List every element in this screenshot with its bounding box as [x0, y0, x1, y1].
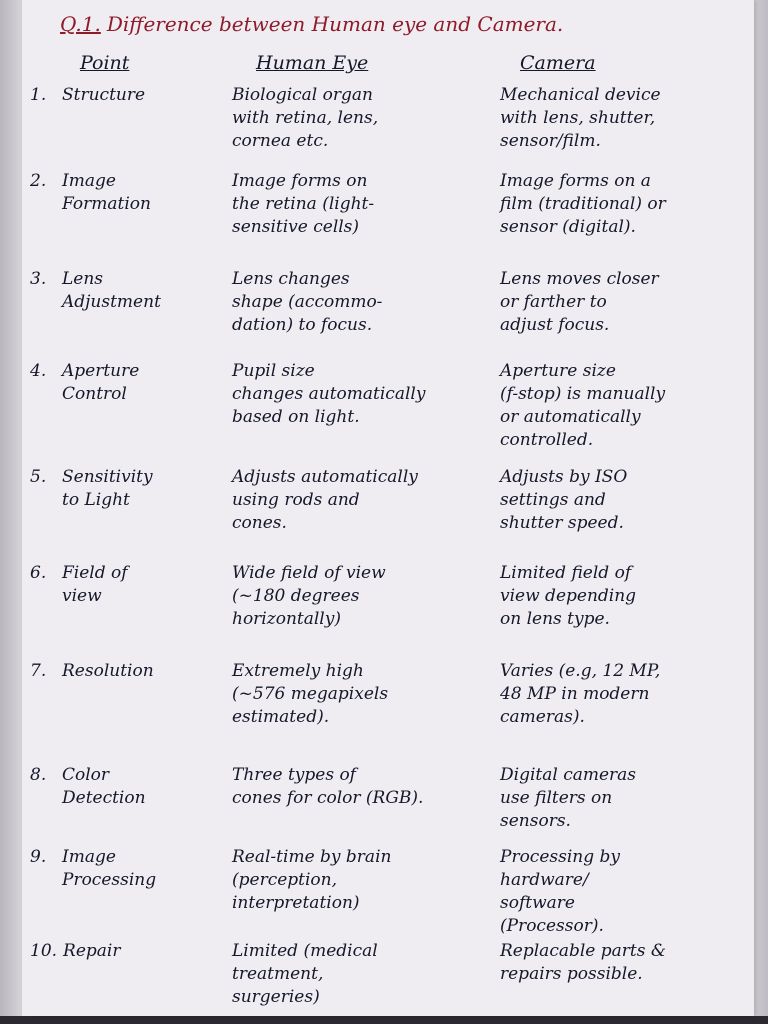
- camera-cell-line: Limited field of: [500, 563, 632, 583]
- camera-cell-line: Image forms on a: [500, 171, 651, 191]
- point-cell: [30, 562, 215, 608]
- camera-cell-line: hardware/: [500, 870, 589, 890]
- camera-cell-line: shutter speed.: [500, 513, 624, 533]
- point-number: 4.: [30, 361, 47, 381]
- point-label: Control: [62, 384, 127, 404]
- human-eye-cell: [232, 360, 477, 429]
- camera-cell-line: Adjusts by ISO: [500, 467, 628, 487]
- camera-cell-line: or farther to: [500, 292, 607, 312]
- human-eye-cell-line: shape (accommo-: [232, 292, 383, 312]
- camera-cell-line: Lens moves closer: [500, 269, 659, 289]
- human-eye-cell-line: changes automatically: [232, 384, 426, 404]
- human-eye-cell-line: with retina, lens,: [232, 108, 379, 128]
- point-label: Structure: [62, 85, 146, 105]
- camera-cell-line: with lens, shutter,: [500, 108, 656, 128]
- point-number: 1.: [30, 85, 47, 105]
- point-label: Sensitivity: [62, 467, 153, 487]
- camera-cell: [500, 360, 745, 452]
- human-eye-cell: [232, 764, 477, 810]
- table-surface: [0, 1016, 768, 1024]
- point-cell: [30, 84, 215, 107]
- human-eye-cell-line: Lens changes: [232, 269, 350, 289]
- point-label: Field of: [62, 563, 128, 583]
- header-camera: Camera: [520, 52, 596, 74]
- point-cell: [30, 360, 215, 406]
- point-cell: [30, 660, 215, 683]
- camera-cell-line: 48 MP in modern: [500, 684, 650, 704]
- camera-cell-line: adjust focus.: [500, 315, 610, 335]
- point-number: 6.: [30, 563, 47, 583]
- camera-cell-line: Mechanical device: [500, 85, 661, 105]
- human-eye-cell-line: sensitive cells): [232, 217, 360, 237]
- camera-cell-line: (Processor).: [500, 916, 604, 936]
- human-eye-cell-line: Extremely high: [232, 661, 364, 681]
- human-eye-cell-line: (~180 degrees: [232, 586, 360, 606]
- camera-cell: [500, 846, 745, 938]
- point-label: Image: [62, 847, 116, 867]
- camera-cell-line: Varies (e.g, 12 MP,: [500, 661, 661, 681]
- human-eye-cell-line: Real-time by brain: [232, 847, 392, 867]
- point-label: Lens: [62, 269, 104, 289]
- camera-cell-line: repairs possible.: [500, 964, 643, 984]
- human-eye-cell-line: estimated).: [232, 707, 330, 727]
- camera-cell-line: Aperture size: [500, 361, 616, 381]
- camera-cell: [500, 268, 745, 337]
- human-eye-cell-line: Image forms on: [232, 171, 368, 191]
- camera-cell: [500, 562, 745, 631]
- camera-cell-line: use filters on: [500, 788, 613, 808]
- notebook-page: [22, 0, 754, 1016]
- camera-cell-line: Replacable parts &: [500, 941, 666, 961]
- point-label: view: [62, 586, 102, 606]
- point-label: to Light: [62, 490, 130, 510]
- camera-cell-line: on lens type.: [500, 609, 610, 629]
- camera-cell-line: Digital cameras: [500, 765, 637, 785]
- point-cell: [30, 764, 215, 810]
- human-eye-cell-line: Biological organ: [232, 85, 373, 105]
- header-point: Point: [80, 52, 130, 74]
- camera-cell: [500, 660, 745, 729]
- point-number: 2.: [30, 171, 47, 191]
- human-eye-cell-line: based on light.: [232, 407, 360, 427]
- human-eye-cell: [232, 940, 477, 1009]
- human-eye-cell-line: treatment,: [232, 964, 324, 984]
- camera-cell-line: Processing by: [500, 847, 620, 867]
- point-label: Adjustment: [62, 292, 161, 312]
- point-label: Color: [62, 765, 110, 785]
- human-eye-cell: [232, 466, 477, 535]
- human-eye-cell-line: Three types of: [232, 765, 356, 785]
- human-eye-cell-line: Pupil size: [232, 361, 315, 381]
- header-human-eye: Human Eye: [256, 52, 369, 74]
- human-eye-cell-line: surgeries): [232, 987, 320, 1007]
- camera-cell-line: settings and: [500, 490, 606, 510]
- point-label: Formation: [62, 194, 151, 214]
- human-eye-cell-line: using rods and: [232, 490, 360, 510]
- question-title: [60, 12, 563, 36]
- human-eye-cell-line: (perception,: [232, 870, 338, 890]
- point-label: Resolution: [62, 661, 154, 681]
- human-eye-cell-line: cones.: [232, 513, 287, 533]
- page-shadow-left: [0, 0, 22, 1024]
- point-cell: [30, 846, 215, 892]
- human-eye-cell: [232, 562, 477, 631]
- point-number: 5.: [30, 467, 47, 487]
- point-label: Detection: [62, 788, 146, 808]
- camera-cell-line: sensors.: [500, 811, 571, 831]
- point-label: Repair: [63, 941, 121, 961]
- camera-cell: [500, 764, 745, 833]
- point-number: 3.: [30, 269, 47, 289]
- human-eye-cell: [232, 268, 477, 337]
- camera-cell-line: sensor/film.: [500, 131, 601, 151]
- question-text: Difference between Human eye and Camera.: [106, 12, 564, 36]
- point-label: Image: [62, 171, 116, 191]
- camera-cell-line: or automatically: [500, 407, 641, 427]
- human-eye-cell-line: Adjusts automatically: [232, 467, 418, 487]
- human-eye-cell-line: the retina (light-: [232, 194, 375, 214]
- point-cell: [30, 268, 215, 314]
- point-number: 8.: [30, 765, 47, 785]
- human-eye-cell-line: horizontally): [232, 609, 341, 629]
- point-number: 7.: [30, 661, 47, 681]
- point-number: 9.: [30, 847, 47, 867]
- camera-cell: [500, 466, 745, 535]
- human-eye-cell-line: cornea etc.: [232, 131, 329, 151]
- human-eye-cell: [232, 170, 477, 239]
- point-cell: [30, 466, 215, 512]
- human-eye-cell-line: cones for color (RGB).: [232, 788, 424, 808]
- point-number: 10.: [30, 941, 58, 961]
- point-cell: [30, 940, 215, 963]
- human-eye-cell-line: (~576 megapixels: [232, 684, 389, 704]
- human-eye-cell-line: interpretation): [232, 893, 360, 913]
- human-eye-cell-line: Limited (medical: [232, 941, 378, 961]
- camera-cell: [500, 84, 745, 153]
- page-shadow-right: [754, 0, 768, 1024]
- camera-cell-line: cameras).: [500, 707, 585, 727]
- human-eye-cell: [232, 660, 477, 729]
- camera-cell-line: (f-stop) is manually: [500, 384, 666, 404]
- camera-cell-line: software: [500, 893, 575, 913]
- point-cell: [30, 170, 215, 216]
- camera-cell-line: film (traditional) or: [500, 194, 666, 214]
- camera-cell-line: controlled.: [500, 430, 594, 450]
- point-label: Aperture: [62, 361, 140, 381]
- human-eye-cell-line: Wide field of view: [232, 563, 386, 583]
- question-number: Q.1.: [60, 12, 101, 36]
- camera-cell-line: view depending: [500, 586, 637, 606]
- human-eye-cell: [232, 84, 477, 153]
- camera-cell-line: sensor (digital).: [500, 217, 636, 237]
- camera-cell: [500, 940, 745, 986]
- camera-cell: [500, 170, 745, 239]
- point-label: Processing: [62, 870, 157, 890]
- human-eye-cell: [232, 846, 477, 915]
- human-eye-cell-line: dation) to focus.: [232, 315, 373, 335]
